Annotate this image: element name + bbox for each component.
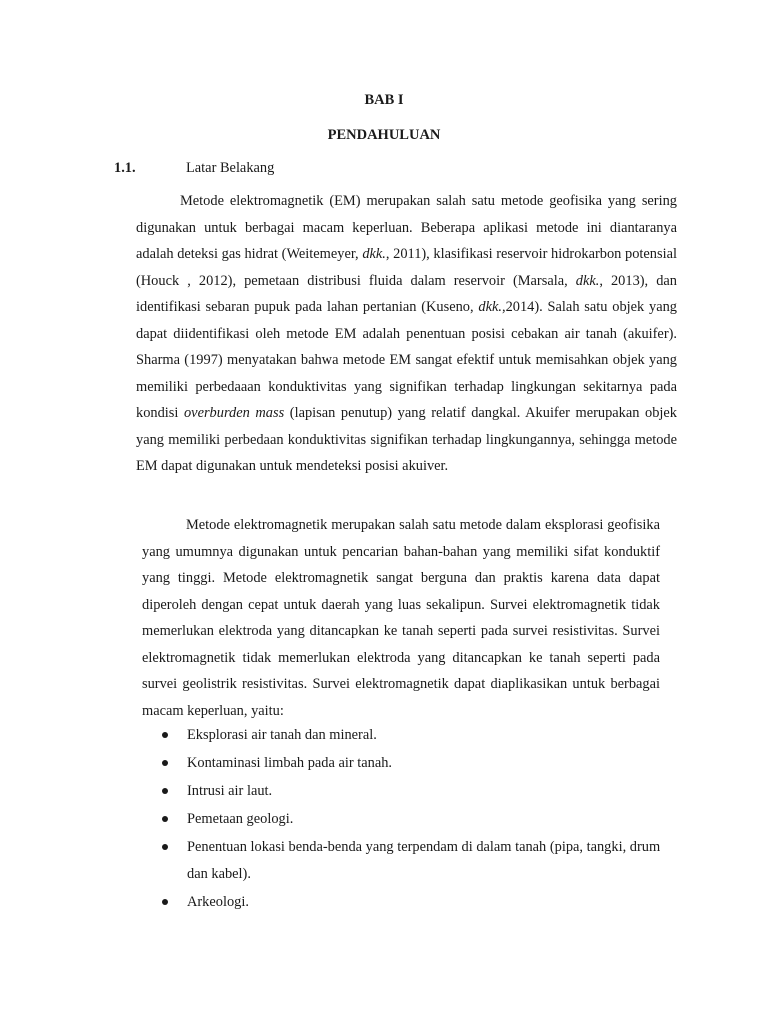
- p1-text-4: ,2014). Salah satu objek yang dapat diidentifikasi oleh metode EM adalah penentuan posisi cebakan air tanah (akuifer). Sharma (1997) menyatakan bahwa metode EM sangat efektif untuk memisahkan objek yang memiliki perbedaaan konduktivitas yang signifikan terhadap lingkungan sekitarnya pada kondisi: [136, 299, 677, 421]
- list-item: Kontaminasi limbah pada air tanah.: [162, 750, 662, 777]
- section-title: Latar Belakang: [186, 160, 275, 176]
- bullet-icon: [162, 788, 168, 794]
- p1-text-2: , 2011), klasifikasi reservoir hidrokarbon potensial (Houck , 2012), pemetaan distribusi fluida dalam reservoir (Marsala,: [136, 246, 677, 289]
- list-item: Penentuan lokasi benda-benda yang terpendam di dalam tanah (pipa, tangki, drum dan kabel).: [162, 834, 662, 887]
- p1-italic-4: overburden mass: [183, 405, 285, 421]
- list-item: Arkeologi.: [162, 889, 662, 916]
- bullet-icon: [162, 844, 168, 850]
- list-item: Pemetaan geologi.: [162, 806, 662, 833]
- paragraph-2: [142, 512, 660, 724]
- list-item: Intrusi air laut.: [162, 778, 662, 805]
- bullet-icon: [162, 732, 168, 738]
- p1-italic-1: dkk.: [362, 246, 386, 262]
- section-number: 1.1.: [114, 160, 136, 176]
- bullet-icon: [162, 816, 168, 822]
- p2-text: Metode elektromagnetik merupakan salah satu metode dalam eksplorasi geofisika yang umumnya digunakan untuk pencarian bahan-bahan yang memiliki sifat konduktif yang tinggi. Metode elektromagnetik sangat berguna dan praktis karena data dapat diperoleh dengan cepat untuk daerah yang luas sekalipun. Survei elektromagnetik tidak memerlukan elektroda yang ditancapkan ke tanah seperti pada survei resistivitas. Survei elektromagnetik tidak memerlukan elektroda yang ditancapkan ke tanah seperti pada survei geolistrik resistivitas. Survei elektromagnetik dapat diaplikasikan untuk berbagai macam keperluan, yaitu:: [142, 517, 660, 719]
- p1-text-1: Metode elektromagnetik (EM) merupakan salah satu metode geofisika yang sering digunakan untuk berbagai macam keperluan. Beberapa aplikasi metode ini diantaranya adalah deteksi gas hidrat (Weitemeyer,: [136, 193, 677, 262]
- p1-italic-2: dkk.: [575, 272, 600, 289]
- p1-text-5: (lapisan penutup) yang relatif dangkal. Akuifer merupakan objek yang memiliki perbedaan konduktivitas signifikan terhadap lingkungannya, sehingga metode EM dapat digunakan untuk mendeteksi posisi akuiver.: [136, 405, 678, 474]
- bullet-icon: [162, 899, 168, 905]
- chapter-heading: BAB I: [364, 92, 404, 108]
- bullet-icon: [162, 760, 168, 766]
- paragraph-1: [136, 188, 677, 480]
- chapter-title: PENDAHULUAN: [327, 127, 441, 143]
- p1-text-3: , 2013), dan identifikasi sebaran pupuk pada lahan pertanian (Kuseno,: [136, 272, 677, 315]
- application-list: [162, 722, 662, 917]
- list-item: Eksplorasi air tanah dan mineral.: [162, 722, 662, 749]
- p1-italic-3: dkk.: [478, 299, 502, 315]
